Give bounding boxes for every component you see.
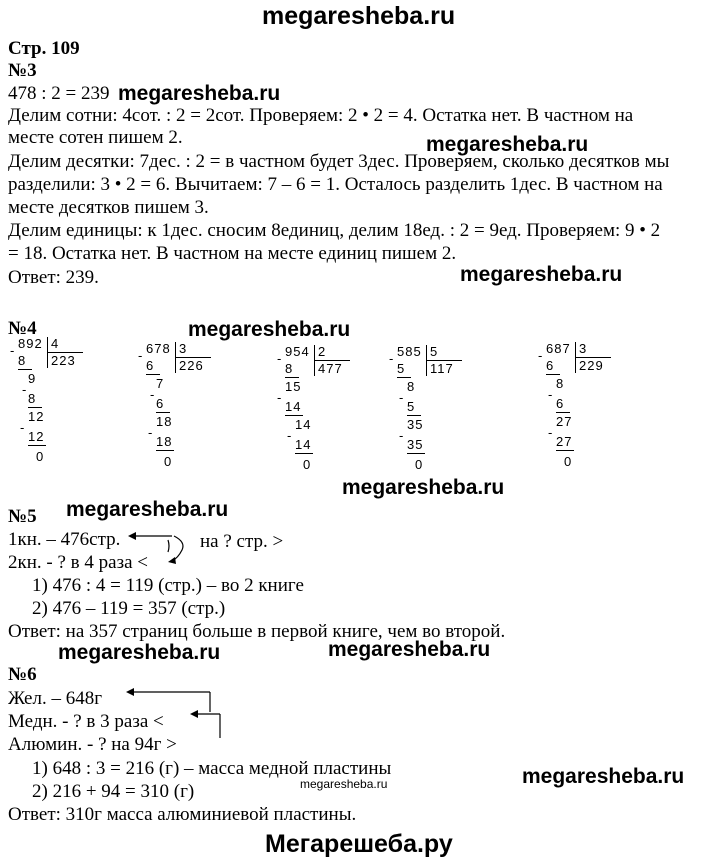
task3-line: Делим сотни: 4сот. : 2 = 2сот. Проверяем: 2 • 2 = 4. Остатка нет. В частном на: [8, 105, 634, 126]
watermark: megaresheba.ru: [460, 263, 623, 286]
minus-sign: -: [148, 425, 154, 440]
step: 18: [156, 434, 173, 449]
dividend: 687: [546, 341, 571, 356]
step: 8: [556, 376, 565, 391]
long-division-2: [138, 341, 228, 481]
watermark: megaresheba.ru: [118, 82, 281, 105]
step: 8: [407, 379, 416, 394]
step: 0: [36, 449, 45, 464]
divisor: 4: [51, 336, 60, 351]
step: 35: [407, 417, 424, 432]
step: 14: [285, 399, 302, 414]
watermark: megaresheba.ru: [342, 476, 505, 499]
task3-line: месте сотен пишем 2.: [8, 127, 183, 148]
task3-line: месте десятков пишем 3.: [8, 197, 209, 218]
task5-title: №5: [8, 506, 37, 527]
task5-line2: 2кн. - ? в 4 раза <: [8, 552, 148, 573]
step: 6: [156, 396, 165, 411]
step: 8: [28, 391, 37, 406]
step: 0: [564, 454, 573, 469]
step: 5: [407, 399, 416, 414]
divisor: 3: [179, 341, 188, 356]
minus-sign: -: [150, 387, 156, 402]
minus-sign: -: [138, 348, 144, 363]
quotient: 477: [318, 361, 343, 376]
task6-title: №6: [8, 664, 37, 685]
task6-step2: 2) 216 + 94 = 310 (г): [32, 781, 195, 802]
minus-sign: -: [538, 348, 544, 363]
top-watermark: megaresheba.ru: [262, 2, 456, 30]
step: 5: [397, 361, 406, 376]
dividend: 678: [146, 341, 171, 356]
minus-sign: -: [389, 351, 395, 366]
task3-line: Делим десятки: 7дес. : 2 = в частном будет 3дес. Проверяем, сколько десятков мы: [8, 151, 670, 172]
watermark: megaresheba.ru: [426, 133, 589, 156]
step: 12: [28, 409, 45, 424]
task5-step1: 1) 476 : 4 = 119 (стр.) – во 2 книге: [32, 575, 304, 596]
task3-line: Делим единицы: к 1дес. сносим 8единиц, делим 18ед. : 2 = 9ед. Проверяем: 9 • 2: [8, 220, 661, 241]
divisor: 5: [430, 344, 439, 359]
long-division-5: [538, 341, 628, 481]
task6-step1: 1) 648 : 3 = 216 (г) – масса медной пластины: [32, 758, 392, 779]
watermark: megaresheba.ru: [58, 641, 221, 664]
task3-line: = 18. Остатка нет. В частном на месте единиц пишем 2.: [8, 243, 457, 264]
task3-title: №3: [8, 60, 37, 81]
task6-answer: Ответ: 310г масса алюминиевой пластины.: [8, 804, 357, 825]
long-division-4: [389, 344, 479, 484]
task4-title: №4: [8, 318, 37, 339]
step: 6: [556, 396, 565, 411]
step: 18: [156, 414, 173, 429]
minus-sign: -: [22, 382, 28, 397]
step: 27: [556, 434, 573, 449]
step: 7: [156, 376, 165, 391]
step: 35: [407, 437, 424, 452]
step: 0: [415, 457, 424, 472]
minus-sign: -: [277, 390, 283, 405]
long-division-1: [10, 336, 100, 476]
step: 6: [146, 358, 155, 373]
task3-answer: Ответ: 239.: [8, 267, 99, 288]
task5-line1-note: на ? стр. >: [200, 531, 284, 552]
step: 15: [285, 379, 302, 394]
step: 27: [556, 414, 573, 429]
quotient: 229: [579, 358, 604, 373]
step: 0: [303, 457, 312, 472]
step: 14: [295, 437, 312, 452]
step: 8: [285, 361, 294, 376]
minus-sign: -: [548, 425, 554, 440]
task3-line: разделили: 3 • 2 = 6. Вычитаем: 7 – 6 = 1. Осталось разделить 1дес. В частном на: [8, 174, 663, 195]
minus-sign: -: [287, 428, 293, 443]
minus-sign: -: [277, 351, 283, 366]
footer-watermark: Мегарешеба.ру: [265, 830, 453, 858]
task3-line: 478 : 2 = 239: [8, 83, 110, 104]
task6-line3: Алюмин. - ? на 94г >: [8, 734, 177, 755]
minus-sign: -: [10, 343, 16, 358]
watermark: megaresheba.ru: [328, 638, 491, 661]
task6-line1: Жел. – 648г: [8, 688, 103, 709]
watermark: megaresheba.ru: [66, 498, 229, 521]
page-number: Стр. 109: [8, 38, 80, 59]
watermark: megaresheba.ru: [188, 318, 351, 341]
step: 8: [18, 353, 27, 368]
step: 14: [295, 417, 312, 432]
step: 0: [164, 454, 173, 469]
divisor: 3: [579, 341, 588, 356]
dividend: 954: [285, 344, 310, 359]
task5-step2: 2) 476 – 119 = 357 (стр.): [32, 598, 226, 619]
small-watermark: megaresheba.ru: [300, 777, 388, 791]
minus-sign: -: [20, 420, 26, 435]
quotient: 226: [179, 358, 204, 373]
watermark: megaresheba.ru: [522, 765, 685, 788]
task6-arrows: [116, 684, 226, 746]
task6-line2: Медн. - ? в 3 раза <: [8, 711, 164, 732]
quotient: 223: [51, 353, 76, 368]
dividend: 892: [18, 336, 43, 351]
step: 6: [546, 358, 555, 373]
step: 12: [28, 429, 45, 444]
step: 9: [28, 371, 37, 386]
minus-sign: -: [399, 390, 405, 405]
long-division-3: [277, 344, 367, 484]
dividend: 585: [397, 344, 422, 359]
task5-answer: Ответ: на 357 страниц больше в первой книге, чем во второй.: [8, 621, 506, 642]
quotient: 117: [430, 361, 454, 376]
task5-arrows: [128, 528, 198, 566]
minus-sign: -: [548, 387, 554, 402]
minus-sign: -: [399, 428, 405, 443]
divisor: 2: [318, 344, 327, 359]
task5-line1: 1кн. – 476стр.: [8, 529, 121, 550]
